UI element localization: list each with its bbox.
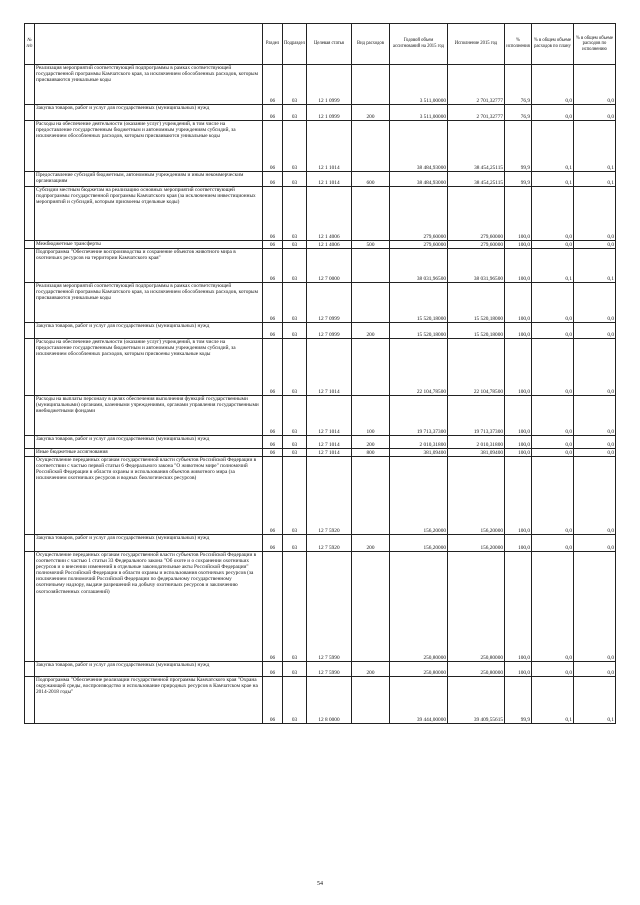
table-row: [25, 105, 616, 121]
row-name-cell: Осуществление переданных органам государственной власти субъектов Российской Федерации в соответствии с частью первой статьи 6 Федерального закона "О животном мире" полномочий Российской Федерации в области охраны и использования объектов животного мира (за исключением охотничьих ресурсов и водных биологических ресурсов): [35, 457, 263, 535]
row-pct-cell: 100,0: [505, 323, 532, 339]
row-section-cell: 06: [263, 677, 283, 724]
row-annual-cell: 250,80000: [390, 662, 448, 677]
header-executed: Исполнение 2015 год: [448, 24, 505, 65]
row-pct-cell: 100,0: [505, 283, 532, 323]
row-article-cell: 12 7 0000: [307, 249, 352, 283]
row-name-cell: Закупка товаров, работ и услуг для государственных (муниципальных) нужд: [35, 662, 263, 677]
row-expense-type-cell: 200: [352, 105, 390, 121]
row-name-cell: Реализация мероприятий соответствующей подпрограммы в рамках соответствующей государственной программы Камчатского края, за исключением обособленных расходов, которым присваиваются уникальные коды: [35, 283, 263, 323]
row-share-plan-cell: 0,1: [532, 249, 574, 283]
row-share-exec-cell: 0,0: [574, 449, 616, 457]
row-subsection-cell: 03: [283, 249, 307, 283]
row-index-cell: [25, 662, 35, 677]
header-num: № п/п: [25, 24, 35, 65]
row-article-cell: 12 7 1014: [307, 396, 352, 436]
row-subsection-cell: 03: [283, 105, 307, 121]
row-executed-cell: 250,80000: [448, 662, 505, 677]
row-section-cell: 06: [263, 662, 283, 677]
row-share-plan-cell: 0,0: [532, 396, 574, 436]
row-expense-type-cell: 200: [352, 436, 390, 449]
row-executed-cell: 19 713,37300: [448, 396, 505, 436]
row-expense-type-cell: [352, 187, 390, 241]
row-executed-cell: 250,80000: [448, 552, 505, 662]
row-expense-type-cell: 800: [352, 449, 390, 457]
row-section-cell: 06: [263, 172, 283, 187]
row-section-cell: 06: [263, 187, 283, 241]
row-name-cell: Реализация мероприятий соответствующей подпрограммы в рамках соответствующей государственной программы Камчатского края, за исключением обособленных расходов, которым присваиваются уникальные коды: [35, 65, 263, 105]
row-share-exec-cell: 0,0: [574, 535, 616, 552]
row-share-exec-cell: 0,0: [574, 662, 616, 677]
header-annual: Годовой объем ассигнований на 2015 год: [390, 24, 448, 65]
row-index-cell: [25, 121, 35, 172]
row-executed-cell: 2 701,32777: [448, 105, 505, 121]
row-index-cell: [25, 65, 35, 105]
row-annual-cell: 3 511,00000: [390, 105, 448, 121]
row-pct-cell: 100,0: [505, 436, 532, 449]
row-pct-cell: 99,9: [505, 172, 532, 187]
row-share-exec-cell: 0,0: [574, 65, 616, 105]
row-index-cell: [25, 323, 35, 339]
row-article-cell: 12 7 0999: [307, 283, 352, 323]
table-row: [25, 457, 616, 535]
row-share-exec-cell: 0,0: [574, 187, 616, 241]
row-index-cell: [25, 535, 35, 552]
row-annual-cell: 279,60000: [390, 187, 448, 241]
row-index-cell: [25, 172, 35, 187]
row-executed-cell: 38 454,25115: [448, 172, 505, 187]
row-annual-cell: 156,20000: [390, 457, 448, 535]
row-subsection-cell: 03: [283, 457, 307, 535]
row-section-cell: 06: [263, 396, 283, 436]
row-index-cell: [25, 339, 35, 396]
row-share-exec-cell: 0,0: [574, 323, 616, 339]
row-expense-type-cell: 200: [352, 535, 390, 552]
table-body: [25, 65, 616, 724]
row-share-plan-cell: 0,0: [532, 65, 574, 105]
table-row: [25, 552, 616, 662]
row-annual-cell: 2 010,31800: [390, 436, 448, 449]
row-annual-cell: 381,09400: [390, 449, 448, 457]
row-section-cell: 06: [263, 121, 283, 172]
row-share-plan-cell: 0,1: [532, 172, 574, 187]
row-article-cell: 12 7 5990: [307, 662, 352, 677]
row-article-cell: 12 7 0999: [307, 323, 352, 339]
row-executed-cell: 15 520,18000: [448, 323, 505, 339]
row-section-cell: 06: [263, 241, 283, 249]
row-expense-type-cell: [352, 339, 390, 396]
row-share-plan-cell: 0,0: [532, 323, 574, 339]
row-annual-cell: 279,60000: [390, 241, 448, 249]
row-article-cell: 12 8 0000: [307, 677, 352, 724]
row-section-cell: 06: [263, 552, 283, 662]
table-row: [25, 662, 616, 677]
row-section-cell: 06: [263, 283, 283, 323]
row-share-exec-cell: 0,0: [574, 552, 616, 662]
row-section-cell: 06: [263, 436, 283, 449]
row-subsection-cell: 03: [283, 283, 307, 323]
row-executed-cell: 2 010,31800: [448, 436, 505, 449]
row-expense-type-cell: [352, 283, 390, 323]
row-article-cell: 12 7 5920: [307, 457, 352, 535]
row-pct-cell: 100,0: [505, 241, 532, 249]
row-pct-cell: 100,0: [505, 457, 532, 535]
row-name-cell: Расходы на обеспечение деятельности (оказание услуг) учреждений, в том числе на предоставление государственным бюджетным и автономным учреждениям субсидий, за исключением обособленных расходов, которым присвоены уникальные коды: [35, 339, 263, 396]
row-share-plan-cell: 0,0: [532, 105, 574, 121]
row-share-plan-cell: 0,1: [532, 677, 574, 724]
row-section-cell: 06: [263, 339, 283, 396]
table-row: [25, 677, 616, 724]
row-executed-cell: 38 454,25115: [448, 121, 505, 172]
row-subsection-cell: 03: [283, 187, 307, 241]
row-name-cell: Осуществление переданных органам государственной власти субъектов Российской Федерации в соответствии с частью 1 статьи 33 Федерального закона "Об охоте и о сохранении охотничьих ресурсов и о внесении изменений в отдельные законодательные акты Российской Федерации" полномочий Российской Федерации в области охраны и использования охотничьих ресурсов (за исключением полномочий Российской Федерации по федеральному государственному охотничьему надзору, выдаче разрешений на добычу охотничьих ресурсов и заключению охотхозяйственных соглашений): [35, 552, 263, 662]
table-row: [25, 241, 616, 249]
row-subsection-cell: 03: [283, 241, 307, 249]
row-article-cell: 12 7 1014: [307, 339, 352, 396]
row-annual-cell: 15 520,18000: [390, 283, 448, 323]
row-index-cell: [25, 249, 35, 283]
row-name-cell: Закупка товаров, работ и услуг для государственных (муниципальных) нужд: [35, 436, 263, 449]
table-row: [25, 396, 616, 436]
row-article-cell: 12 1 0999: [307, 105, 352, 121]
row-annual-cell: 15 520,18000: [390, 323, 448, 339]
row-annual-cell: 38 484,93000: [390, 121, 448, 172]
row-expense-type-cell: 200: [352, 662, 390, 677]
row-share-exec-cell: 0,0: [574, 339, 616, 396]
row-share-exec-cell: 0,1: [574, 172, 616, 187]
row-subsection-cell: 03: [283, 449, 307, 457]
row-pct-cell: 100,0: [505, 449, 532, 457]
header-section: Раздел: [263, 24, 283, 65]
table-header: [25, 24, 616, 65]
row-article-cell: 12 7 5920: [307, 535, 352, 552]
row-annual-cell: 39 444,00000: [390, 677, 448, 724]
row-subsection-cell: 03: [283, 339, 307, 396]
row-share-exec-cell: 0,0: [574, 396, 616, 436]
row-index-cell: [25, 283, 35, 323]
row-share-exec-cell: 0,0: [574, 105, 616, 121]
row-annual-cell: 3 511,00000: [390, 65, 448, 105]
row-annual-cell: 38 484,93000: [390, 172, 448, 187]
row-share-plan-cell: 0,0: [532, 241, 574, 249]
row-pct-cell: 99,9: [505, 121, 532, 172]
row-article-cell: 12 1 1014: [307, 121, 352, 172]
table-row: [25, 449, 616, 457]
row-expense-type-cell: 200: [352, 323, 390, 339]
row-expense-type-cell: [352, 677, 390, 724]
row-article-cell: 12 1 4006: [307, 241, 352, 249]
row-annual-cell: 156,20000: [390, 535, 448, 552]
row-subsection-cell: 03: [283, 535, 307, 552]
row-article-cell: 12 1 0999: [307, 65, 352, 105]
row-expense-type-cell: [352, 457, 390, 535]
row-expense-type-cell: 500: [352, 241, 390, 249]
table-row: [25, 339, 616, 396]
row-share-exec-cell: 0,1: [574, 677, 616, 724]
row-executed-cell: 15 520,18000: [448, 283, 505, 323]
row-share-plan-cell: 0,0: [532, 552, 574, 662]
row-index-cell: [25, 552, 35, 662]
row-executed-cell: 39 409,55615: [448, 677, 505, 724]
row-expense-type-cell: 600: [352, 172, 390, 187]
table-row: [25, 535, 616, 552]
row-index-cell: [25, 105, 35, 121]
header-article: Целевая статья: [307, 24, 352, 65]
row-pct-cell: 76,9: [505, 105, 532, 121]
header-share-exec: % в общем объеме расходов по исполнению: [574, 24, 616, 65]
row-section-cell: 06: [263, 449, 283, 457]
row-name-cell: Подпрограмма "Обеспечение реализации государственной программы Камчатского края "Охрана окружающей среды, воспроизводство и использование природных ресурсов в Камчатском крае на 2014-2018 годы": [35, 677, 263, 724]
row-executed-cell: 279,60000: [448, 241, 505, 249]
row-executed-cell: 38 031,96500: [448, 249, 505, 283]
row-executed-cell: 156,20000: [448, 535, 505, 552]
row-section-cell: 06: [263, 323, 283, 339]
row-name-cell: Закупка товаров, работ и услуг для государственных (муниципальных) нужд: [35, 323, 263, 339]
row-expense-type-cell: [352, 121, 390, 172]
row-pct-cell: 99,9: [505, 677, 532, 724]
row-section-cell: 06: [263, 457, 283, 535]
row-subsection-cell: 03: [283, 396, 307, 436]
row-pct-cell: 100,0: [505, 535, 532, 552]
header-name: [35, 24, 263, 65]
row-pct-cell: 100,0: [505, 396, 532, 436]
row-subsection-cell: 03: [283, 677, 307, 724]
row-share-exec-cell: 0,0: [574, 436, 616, 449]
row-subsection-cell: 03: [283, 436, 307, 449]
row-expense-type-cell: [352, 552, 390, 662]
header-share-plan: % в общем объеме расходов по плану: [532, 24, 574, 65]
row-share-plan-cell: 0,0: [532, 535, 574, 552]
table-row: [25, 323, 616, 339]
row-executed-cell: 2 701,32777: [448, 65, 505, 105]
row-executed-cell: 381,09400: [448, 449, 505, 457]
row-share-exec-cell: 0,1: [574, 249, 616, 283]
row-annual-cell: 19 713,37300: [390, 396, 448, 436]
row-subsection-cell: 03: [283, 172, 307, 187]
row-name-cell: Расходы на выплаты персоналу в целях обеспечения выполнения функций государственными (муниципальными) органами, казенными учреждениями, органами управления государственными внебюджетными фондами: [35, 396, 263, 436]
row-article-cell: 12 7 1014: [307, 449, 352, 457]
row-subsection-cell: 03: [283, 662, 307, 677]
row-share-plan-cell: 0,0: [532, 457, 574, 535]
row-share-exec-cell: 0,0: [574, 241, 616, 249]
row-section-cell: 06: [263, 249, 283, 283]
row-section-cell: 06: [263, 535, 283, 552]
table-row: [25, 283, 616, 323]
row-share-plan-cell: 0,1: [532, 121, 574, 172]
row-share-plan-cell: 0,0: [532, 187, 574, 241]
row-share-exec-cell: 0,1: [574, 121, 616, 172]
header-subsection: Подраздел: [283, 24, 307, 65]
row-executed-cell: 156,20000: [448, 457, 505, 535]
row-index-cell: [25, 457, 35, 535]
row-pct-cell: 100,0: [505, 662, 532, 677]
row-name-cell: Иные бюджетные ассигнования: [35, 449, 263, 457]
row-name-cell: Расходы на обеспечение деятельности (оказание услуг) учреждений, в том числе на предоставление государственным бюджетным и автономным учреждениям субсидий, за исключением обособленных расходов, которым присваиваются уникальные коды: [35, 121, 263, 172]
row-pct-cell: 100,0: [505, 249, 532, 283]
header-expense-type: Вид расходов: [352, 24, 390, 65]
row-share-plan-cell: 0,0: [532, 662, 574, 677]
table-row: [25, 65, 616, 105]
row-executed-cell: 22 104,78500: [448, 339, 505, 396]
table-row: [25, 436, 616, 449]
page-number: 54: [317, 881, 323, 887]
row-subsection-cell: 03: [283, 552, 307, 662]
header-pct: % исполнения: [505, 24, 532, 65]
row-index-cell: [25, 677, 35, 724]
row-expense-type-cell: 100: [352, 396, 390, 436]
row-pct-cell: 100,0: [505, 552, 532, 662]
row-subsection-cell: 03: [283, 121, 307, 172]
row-section-cell: 06: [263, 65, 283, 105]
row-name-cell: Закупка товаров, работ и услуг для государственных (муниципальных) нужд: [35, 105, 263, 121]
row-annual-cell: 22 104,78500: [390, 339, 448, 396]
row-index-cell: [25, 436, 35, 449]
table-row: [25, 249, 616, 283]
row-expense-type-cell: [352, 249, 390, 283]
row-annual-cell: 38 031,96500: [390, 249, 448, 283]
row-subsection-cell: 03: [283, 65, 307, 105]
row-article-cell: 12 7 1014: [307, 436, 352, 449]
row-index-cell: [25, 187, 35, 241]
row-article-cell: 12 1 4006: [307, 187, 352, 241]
row-section-cell: 06: [263, 105, 283, 121]
row-name-cell: Закупка товаров, работ и услуг для государственных (муниципальных) нужд: [35, 535, 263, 552]
row-article-cell: 12 7 5990: [307, 552, 352, 662]
table-row: [25, 172, 616, 187]
table-row: [25, 187, 616, 241]
row-name-cell: Субсидии местным бюджетам на реализацию основных мероприятий соответствующей подпрограммы государственной программы Камчатского края (за исключением инвестиционных мероприятий и субсидий, которым присвоены отдельные коды): [35, 187, 263, 241]
row-index-cell: [25, 396, 35, 436]
row-share-exec-cell: 0,0: [574, 457, 616, 535]
row-expense-type-cell: [352, 65, 390, 105]
row-pct-cell: 100,0: [505, 339, 532, 396]
budget-table: [24, 23, 616, 724]
row-subsection-cell: 03: [283, 323, 307, 339]
row-pct-cell: 100,0: [505, 187, 532, 241]
row-annual-cell: 250,80000: [390, 552, 448, 662]
row-index-cell: [25, 241, 35, 249]
row-name-cell: Предоставление субсидий бюджетным, автономным учреждениям и иным некоммерческим организациям: [35, 172, 263, 187]
row-share-plan-cell: 0,0: [532, 339, 574, 396]
row-share-plan-cell: 0,0: [532, 436, 574, 449]
row-name-cell: Межбюджетные трансферты: [35, 241, 263, 249]
table-row: [25, 121, 616, 172]
row-article-cell: 12 1 1014: [307, 172, 352, 187]
row-pct-cell: 76,9: [505, 65, 532, 105]
row-share-plan-cell: 0,0: [532, 449, 574, 457]
row-name-cell: Подпрограмма "Обеспечение воспроизводства и сохранение объектов животного мира в охотничьих ресурсов на территории Камчатского края": [35, 249, 263, 283]
row-index-cell: [25, 449, 35, 457]
row-share-exec-cell: 0,0: [574, 283, 616, 323]
row-share-plan-cell: 0,0: [532, 283, 574, 323]
row-executed-cell: 279,60000: [448, 187, 505, 241]
